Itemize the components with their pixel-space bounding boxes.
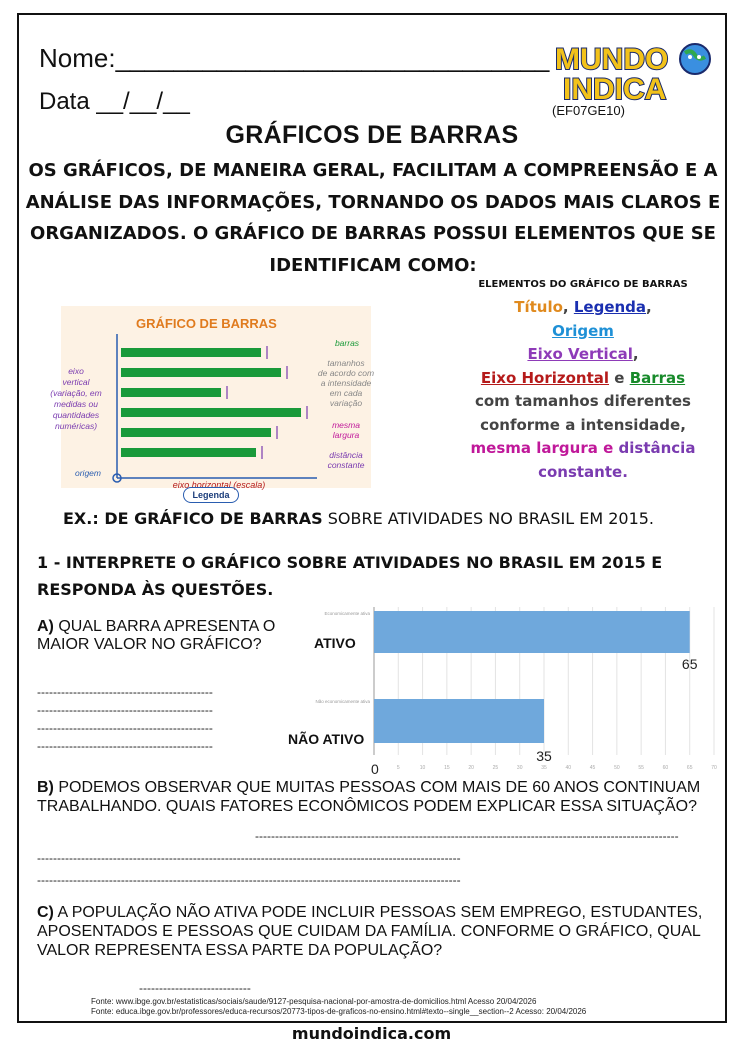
- category-label: ATIVO: [314, 635, 356, 651]
- element-distancia: distância constante.: [538, 439, 696, 481]
- example-prefix: EX.: DE GRÁFICO DE BARRAS: [63, 509, 323, 528]
- question-a-text: QUAL BARRA APRESENTA O MAIOR VALOR NO GRÁFICO?: [37, 618, 276, 653]
- question-a: [37, 618, 277, 654]
- illustration-bar: [121, 408, 301, 417]
- answer-line-c[interactable]: ----------------------------: [139, 981, 251, 995]
- element-legenda: Legenda: [573, 298, 647, 316]
- label-barras: barras: [334, 338, 360, 348]
- activities-bar-chart: [269, 593, 724, 785]
- illustration-title: GRÁFICO DE BARRAS: [136, 316, 277, 331]
- label-largura-0: mesma: [332, 420, 360, 430]
- x-tick-label: 30: [516, 765, 523, 771]
- legend-badge: Legenda: [183, 487, 239, 503]
- category-label: NÃO ATIVO: [288, 731, 365, 747]
- label-eixo-vertical-2: (variação, em: [50, 388, 102, 398]
- logo-top-text: MUNDO: [555, 43, 669, 76]
- illustration-bar: [121, 428, 271, 437]
- label-tamanhos-4: variação: [329, 398, 363, 408]
- page-title: GRÁFICOS DE BARRAS: [225, 121, 519, 149]
- x-tick-label: 15: [444, 765, 450, 771]
- bar-chart-illustration: [50, 306, 375, 490]
- mundo-indica-logo: [549, 37, 719, 107]
- illustration-bar: [121, 388, 221, 397]
- label-eixo-vertical-0: eixo: [68, 366, 84, 376]
- element-origem: Origem: [552, 321, 614, 340]
- illustration-bar: [121, 368, 281, 377]
- element-barras: Barras: [629, 368, 686, 387]
- x-tick-label: 25: [492, 765, 499, 771]
- element-conjunction-2: e: [603, 439, 614, 457]
- answer-line-a1[interactable]: --------------------------------------------: [37, 685, 213, 699]
- label-distancia-0: distância: [329, 450, 363, 460]
- x-tick-label: 55: [638, 765, 644, 771]
- label-tamanhos-0: tamanhos: [327, 358, 365, 368]
- bar-nao-ativo: [374, 699, 544, 743]
- answer-line-a3[interactable]: --------------------------------------------: [37, 721, 213, 735]
- x-tick-label: 60: [662, 765, 669, 771]
- elements-heading: ELEMENTOS DO GRÁFICO DE BARRAS: [478, 279, 688, 290]
- question-b-letter: B): [37, 779, 54, 796]
- question-c-text: A POPULAÇÃO NÃO ATIVA PODE INCLUIR PESSOAS SEM EMPREGO, ESTUDANTES, APOSENTADOS E PESSOAS QUE CUIDAM DA FAMÍLIA. CONFORME O GRÁFICO, QUAL VALOR REPRESENTA ESSA PARTE DA POPULAÇÃO?: [37, 904, 703, 959]
- label-distancia-1: constante: [327, 460, 365, 470]
- answer-line-a2[interactable]: --------------------------------------------: [37, 703, 213, 717]
- x-tick-label: 35: [541, 765, 547, 771]
- label-eixo-vertical-4: quantidades: [52, 410, 100, 420]
- illustration-bar: [121, 448, 256, 457]
- elements-list: ELEMENTOS DO GRÁFICO DE BARRAS Título, Legenda, Origem Eixo Vertical, Eixo Horizontal e Barras com tamanhos diferentes conforme a intensidade, mesma largura e distância constante.: [455, 279, 711, 484]
- source-1: Fonte: www.ibge.gov.br/estatisticas/sociais/saude/9127-pesquisa-nacional-por-amostra-de-domicilios.html Acesso 20/04/2026: [91, 997, 537, 1006]
- x-tick-label: 40: [565, 765, 572, 771]
- question-a-letter: A): [37, 618, 54, 635]
- element-eixo-horizontal: Eixo Horizontal: [480, 368, 610, 387]
- x-tick-label: 10: [419, 765, 426, 771]
- answer-line-b1[interactable]: ----------------------------------------------------------------------------------------------------------: [255, 829, 679, 843]
- x-tick-label: 50: [614, 765, 620, 771]
- curriculum-code: (EF07GE10): [552, 103, 625, 118]
- date-line: Data __/__/__: [39, 88, 190, 115]
- question-c-letter: C): [37, 904, 54, 921]
- label-eixo-vertical-5: numéricas): [54, 421, 98, 431]
- logo-bottom-text: INDICA: [563, 73, 667, 106]
- small-category-label: Não economicamente ativa: [315, 699, 370, 704]
- worksheet-frame: [17, 13, 727, 1023]
- example-rest: SOBRE ATIVIDADES NO BRASIL EM 2015.: [327, 509, 655, 528]
- illustration-bar: [121, 348, 261, 357]
- element-description: com tamanhos diferentes conforme a intensidade: [474, 392, 691, 434]
- x-tick-label: 20: [468, 765, 474, 771]
- question-b-text: PODEMOS OBSERVAR QUE MUITAS PESSOAS COM MAIS DE 60 ANOS CONTINUAM TRABALHANDO. QUAIS FATORES ECONÔMICOS PODEM EXPLICAR ESSA SITUAÇÃO?: [37, 779, 701, 815]
- x-tick-label: 65: [686, 765, 693, 771]
- value-label: 65: [681, 656, 698, 672]
- small-category-label: Economicamente ativa: [324, 611, 370, 616]
- name-line: Nome:______________________________: [39, 43, 550, 73]
- label-eixo-vertical-3: medidas ou: [54, 399, 98, 409]
- label-tamanhos-2: a intensidade: [320, 378, 372, 388]
- label-tamanhos-1: de acordo com: [317, 368, 375, 378]
- question-b: [37, 778, 737, 816]
- question-1: 1 - INTERPRETE O GRÁFICO SOBRE ATIVIDADES NO BRASIL EM 2015 E RESPONDA ÀS QUESTÕES.: [37, 553, 663, 599]
- label-origem: origem: [75, 468, 101, 478]
- bar-ativo: [374, 611, 690, 653]
- footer-site: mundoindica.com: [291, 1024, 452, 1043]
- answer-line-a4[interactable]: --------------------------------------------: [37, 739, 213, 753]
- element-mesma-largura: mesma largura: [470, 439, 598, 457]
- intro-text: OS GRÁFICOS, DE MANEIRA GERAL, FACILITAM A COMPREENSÃO E A ANÁLISE DAS INFORMAÇÕES, TORNANDO OS DADOS MAIS CLAROS E ORGANIZADOS. O GRÁFICO DE BARRAS POSSUI ELEMENTOS QUE SE IDENTIFICAM COMO:: [25, 160, 721, 276]
- label-eixo-vertical-1: vertical: [62, 377, 90, 387]
- label-largura-1: largura: [332, 430, 360, 440]
- value-label: 35: [536, 748, 552, 764]
- x-tick-label: 70: [711, 765, 717, 771]
- question-c: [37, 903, 717, 960]
- label-tamanhos-3: em cada: [329, 388, 363, 398]
- answer-line-b2[interactable]: ----------------------------------------------------------------------------------------------------------: [37, 851, 461, 865]
- source-2: Fonte: educa.ibge.gov.br/professores/educa-recursos/20773-tipos-de-graficos-no-ensino.html#texto--single__section--2 Acesso: 20/04/2026: [91, 1007, 587, 1016]
- answer-line-b3[interactable]: ----------------------------------------------------------------------------------------------------------: [37, 873, 461, 887]
- x-tick-label: 5: [396, 765, 400, 771]
- label-eixo-horizontal: eixo horizontal (escala): [172, 480, 266, 490]
- origin-label: 0: [371, 761, 379, 777]
- element-conjunction: e: [614, 368, 625, 387]
- x-tick-label: 45: [589, 765, 596, 771]
- element-titulo: Título: [514, 298, 563, 316]
- element-eixo-vertical: Eixo Vertical: [527, 345, 633, 363]
- example-line: [63, 509, 654, 528]
